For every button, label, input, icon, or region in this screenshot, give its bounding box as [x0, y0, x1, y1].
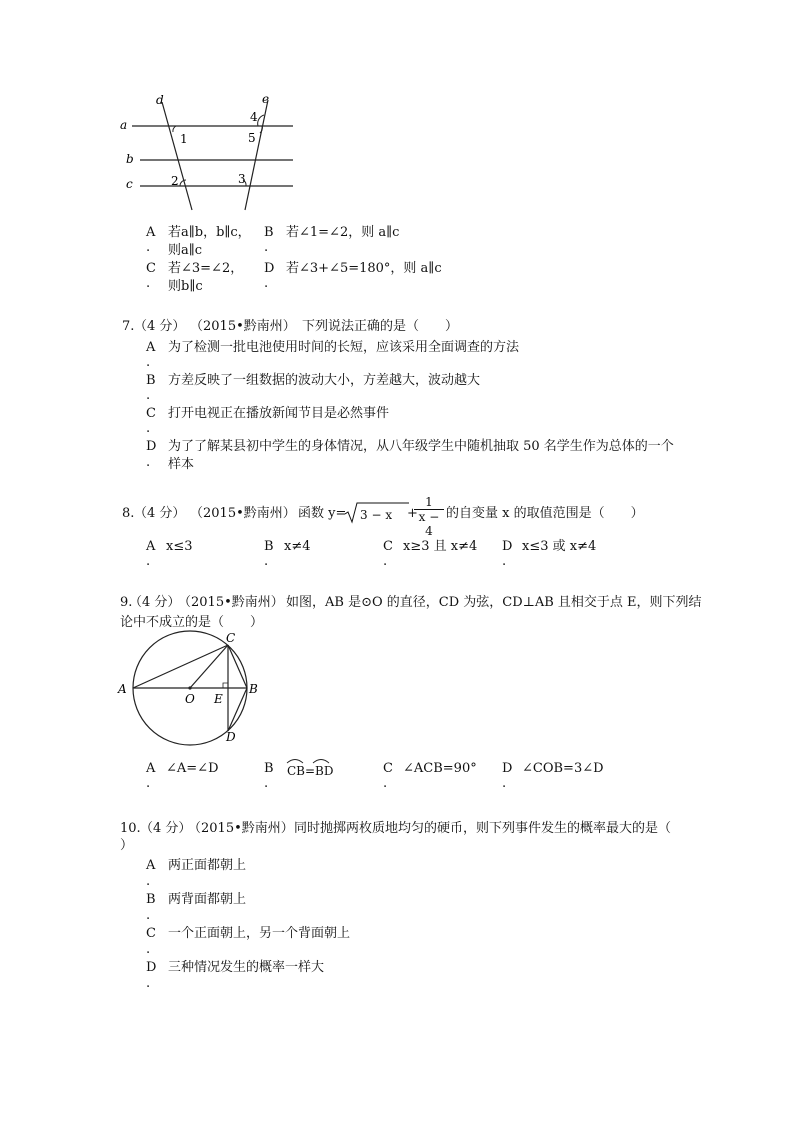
q7-option-b-dot: . — [146, 388, 151, 403]
segment-cb — [228, 645, 247, 688]
q9-points: （4 分） — [129, 595, 181, 610]
label-angle-5: 5 — [248, 131, 256, 145]
q7-option-b-letter[interactable]: B — [146, 373, 156, 388]
q10-source: （2015•黔南州） — [188, 821, 294, 836]
right-angle-mark — [223, 683, 228, 688]
q8-option-a-letter[interactable]: A — [146, 539, 156, 554]
q8-option-b-dot: . — [264, 554, 269, 569]
label-angle-3: 3 — [238, 172, 246, 186]
label-angle-4: 4 — [250, 110, 258, 124]
q7-option-a-text: 为了检测一批电池使用时间的长短，应该采用全面调查的方法 — [168, 340, 520, 355]
q9-option-b-letter[interactable]: B — [264, 761, 274, 776]
label-e: e — [262, 92, 270, 106]
q7-option-c-text: 打开电视正在播放新闻节目是必然事件 — [168, 406, 390, 421]
q6-option-c-letter[interactable]: C — [146, 261, 156, 276]
q9-option-c-letter[interactable]: C — [383, 761, 393, 776]
label-angle-1: 1 — [180, 132, 188, 146]
circle-figure — [112, 628, 272, 748]
q10-points: （4 分） — [140, 821, 192, 836]
q7-number: 7. — [122, 319, 135, 334]
q6-option-a-text1: 若a∥b，b∥c， — [168, 225, 251, 240]
label-point-c: C — [226, 631, 236, 645]
q9-option-b-text: CB=BD — [287, 764, 334, 778]
q7-points: （4 分） — [134, 319, 186, 334]
q9-stem-line2: 论中不成立的是（ ） — [120, 615, 264, 630]
label-a: a — [120, 118, 128, 132]
q8-source: （2015•黔南州） — [190, 506, 296, 521]
parallel-lines-figure — [110, 88, 310, 218]
q7-option-d-letter[interactable]: D — [146, 439, 157, 454]
q6-option-d-text: 若∠3+∠5=180°，则 a∥c — [286, 261, 442, 276]
q10-option-a-letter[interactable]: A — [146, 858, 156, 873]
q9-option-d-dot: . — [502, 776, 507, 791]
line-d — [162, 102, 192, 210]
label-b: b — [126, 152, 134, 166]
q6-option-c-dot: . — [146, 276, 151, 291]
q7-option-d-text2: 样本 — [168, 457, 195, 472]
q8-option-d-letter[interactable]: D — [502, 539, 513, 554]
q10-option-d-text: 三种情况发生的概率一样大 — [168, 960, 325, 975]
q6-option-b-text: 若∠1=∠2，则 a∥c — [286, 225, 400, 240]
q7-option-c-dot: . — [146, 421, 151, 436]
q10-option-c-letter[interactable]: C — [146, 926, 156, 941]
q10-number: 10. — [120, 821, 141, 836]
q10-option-b-text: 两背面都朝上 — [168, 892, 247, 907]
q10-stem-line1: 同时抛掷两枚质地均匀的硬币，则下列事件发生的概率最大的是（ — [294, 821, 672, 836]
q8-plus: + — [407, 506, 418, 521]
q10-option-b-letter[interactable]: B — [146, 892, 156, 907]
label-point-o: O — [185, 692, 195, 706]
arc-overline-marks — [285, 756, 335, 764]
q8-option-a-dot: . — [146, 554, 151, 569]
q9-option-c-text: ∠ACB=90° — [403, 761, 477, 776]
q10-option-d-letter[interactable]: D — [146, 960, 157, 975]
q6-option-a-letter[interactable]: A — [146, 225, 156, 240]
q9-option-d-text: ∠COB=3∠D — [522, 761, 604, 776]
q10-stem-line2: ） — [120, 838, 134, 853]
q6-option-d-dot: . — [264, 276, 269, 291]
q7-option-d-text1: 为了了解某县初中学生的身体情况，从八年级学生中随机抽取 50 名学生作为总体的一个 — [168, 439, 674, 454]
segment-ac — [133, 645, 228, 688]
q8-frac-denominator: x − 4 — [418, 510, 440, 538]
q6-option-c-text1: 若∠3=∠2， — [168, 261, 244, 276]
q8-option-c-dot: . — [383, 554, 388, 569]
q8-frac-numerator: 1 — [414, 495, 444, 510]
q9-source: （2015•黔南州） — [178, 595, 284, 610]
q9-option-a-letter[interactable]: A — [146, 761, 156, 776]
q10-option-a-dot: . — [146, 874, 151, 889]
segment-oc — [190, 645, 228, 688]
q8-points: （4 分） — [134, 506, 186, 521]
label-point-d: D — [226, 730, 236, 744]
q10-option-c-dot: . — [146, 942, 151, 957]
q7-option-b-text: 方差反映了一组数据的波动大小，方差越大，波动越大 — [168, 373, 481, 388]
q8-option-b-letter[interactable]: B — [264, 539, 274, 554]
q8-option-c-text: x≥3 且 x≠4 — [403, 539, 478, 554]
q7-option-c-letter[interactable]: C — [146, 406, 156, 421]
q6-option-a-text2: 则a∥c — [168, 243, 203, 258]
q10-option-b-dot: . — [146, 908, 151, 923]
q9-option-b-dot: . — [264, 776, 269, 791]
q7-source: （2015•黔南州） — [190, 319, 296, 334]
q6-option-b-dot: . — [264, 240, 269, 255]
q6-option-a-dot: . — [146, 240, 151, 255]
q10-option-d-dot: . — [146, 976, 151, 991]
q8-number: 8. — [122, 506, 135, 521]
q9-option-a-dot: . — [146, 776, 151, 791]
q7-option-a-dot: . — [146, 355, 151, 370]
label-c: c — [126, 177, 133, 191]
q6-option-c-text2: 则b∥c — [168, 279, 203, 294]
q8-option-d-text: x≤3 或 x≠4 — [522, 539, 597, 554]
q8-option-d-dot: . — [502, 554, 507, 569]
q8-option-b-text: x≠4 — [284, 539, 311, 554]
q8-option-c-letter[interactable]: C — [383, 539, 393, 554]
center-point — [188, 686, 191, 689]
label-angle-2: 2 — [171, 174, 179, 188]
label-d: d — [156, 93, 164, 107]
label-point-e: E — [214, 692, 223, 706]
q8-fraction — [414, 495, 444, 538]
q7-option-a-letter[interactable]: A — [146, 340, 156, 355]
q9-option-c-dot: . — [383, 776, 388, 791]
q8-stem-prefix: 函数 y= — [298, 506, 347, 521]
q6-option-d-letter[interactable]: D — [264, 261, 275, 276]
q10-option-c-text: 一个正面朝上，另一个背面朝上 — [168, 926, 351, 941]
q9-stem-line1: 如图，AB 是⊙O 的直径，CD 为弦，CD⊥AB 且相交于点 E，则下列结 — [286, 595, 702, 610]
segment-bd — [228, 688, 247, 731]
q7-option-d-dot: . — [146, 455, 151, 470]
q9-option-d-letter[interactable]: D — [502, 761, 513, 776]
q10-option-a-text: 两正面都朝上 — [168, 858, 247, 873]
q6-option-b-letter[interactable]: B — [264, 225, 274, 240]
q9-number: 9. — [120, 595, 133, 610]
q7-stem: 下列说法正确的是（ ） — [302, 319, 459, 334]
q8-radicand: 3 − x — [360, 508, 393, 522]
angle-1-arc — [173, 126, 176, 132]
label-point-b: B — [249, 682, 258, 696]
q9-option-a-text: ∠A=∠D — [166, 761, 219, 776]
q8-option-a-text: x≤3 — [166, 539, 193, 554]
q8-stem-suffix: 的自变量 x 的取值范围是（ ） — [446, 506, 644, 521]
label-point-a: A — [118, 682, 127, 696]
